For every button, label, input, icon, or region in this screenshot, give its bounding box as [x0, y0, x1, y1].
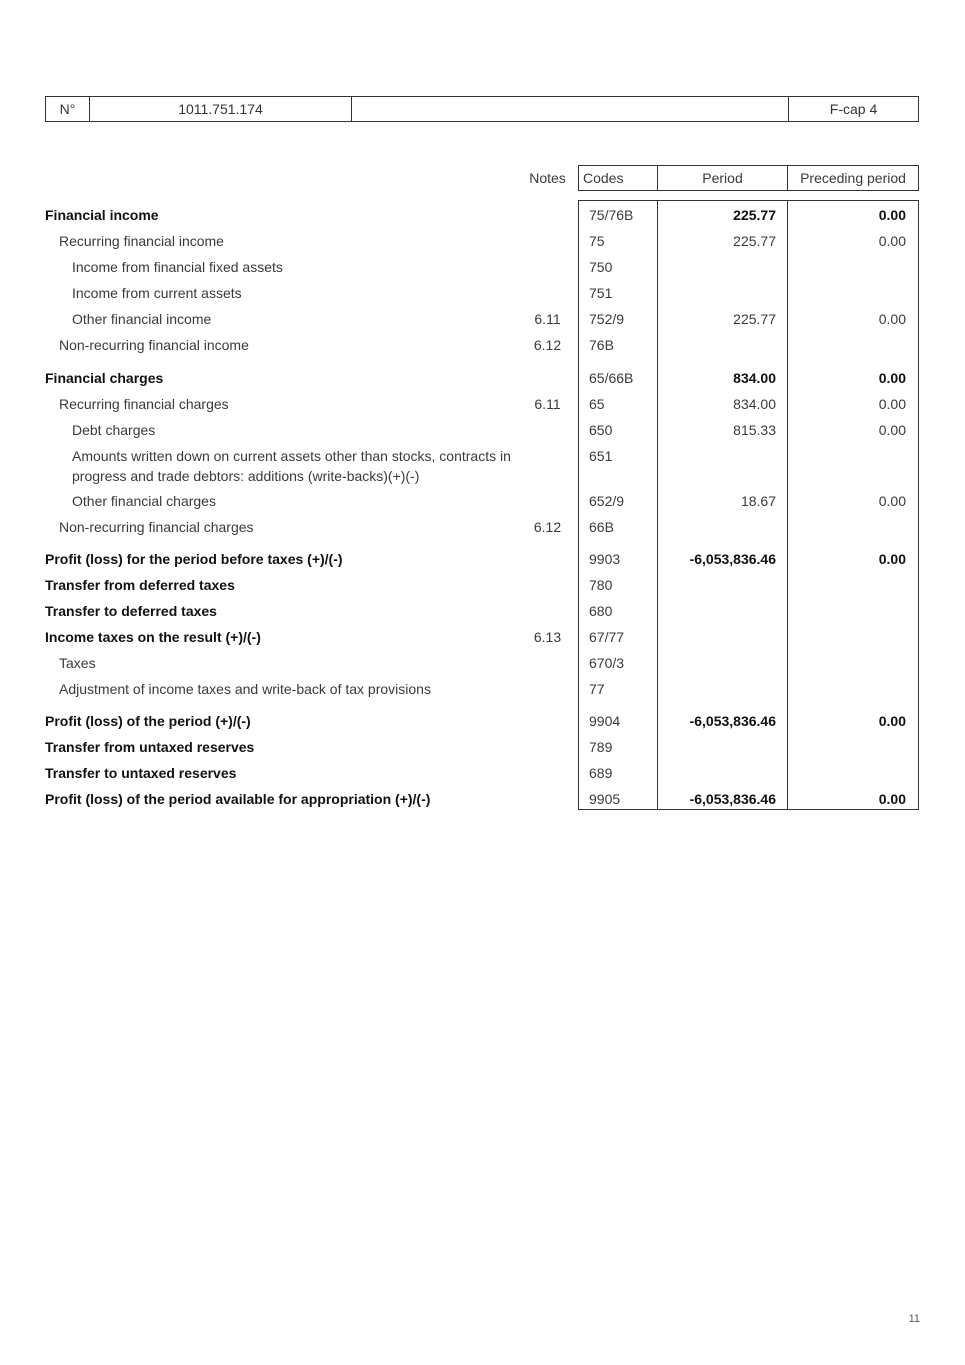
number-label: N°: [45, 96, 90, 122]
row-period-value: -6,053,836.46: [689, 551, 776, 567]
row-label: Transfer to deferred taxes: [45, 603, 217, 619]
column-header-codes: Codes: [578, 165, 658, 191]
row-label: Income from financial fixed assets: [72, 259, 283, 275]
column-header-period: Period: [657, 165, 788, 191]
row-label: Financial charges: [45, 370, 164, 386]
row-code: 9905: [589, 791, 621, 807]
row-label: Profit (loss) for the period before taxes (+)/(-): [45, 551, 343, 567]
row-period-value: -6,053,836.46: [689, 791, 776, 807]
row-label: Debt charges: [72, 422, 156, 438]
row-code: 75: [589, 233, 605, 249]
row-code: 650: [589, 422, 613, 438]
row-label: Recurring financial charges: [59, 396, 229, 412]
row-label: Other financial income: [72, 311, 212, 327]
row-notes: 6.11: [534, 396, 561, 412]
row-label: Profit (loss) of the period available for appropriation (+)/(-): [45, 791, 431, 807]
row-code: 670/3: [589, 655, 625, 671]
row-code: 780: [589, 577, 613, 593]
row-label: Non-recurring financial income: [59, 337, 249, 353]
row-code: 9904: [589, 713, 621, 729]
row-label: Financial income: [45, 207, 159, 223]
row-preceding-value: 0.00: [878, 311, 906, 327]
row-label: Income taxes on the result (+)/(-): [45, 629, 261, 645]
row-label: Profit (loss) of the period (+)/(-): [45, 713, 251, 729]
row-preceding-value: 0.00: [878, 207, 906, 223]
row-notes: 6.12: [533, 519, 562, 535]
row-code: 66B: [589, 519, 614, 535]
row-preceding-value: 0.00: [878, 713, 906, 729]
row-code: 689: [589, 765, 613, 781]
row-label: Transfer from deferred taxes: [45, 577, 235, 593]
company-number: 1011.751.174: [89, 96, 352, 122]
row-code: 789: [589, 739, 613, 755]
row-preceding-value: 0.00: [878, 370, 906, 386]
row-code: 76B: [589, 337, 614, 353]
row-notes: 6.11: [534, 311, 561, 327]
row-period-value: -6,053,836.46: [689, 713, 776, 729]
row-period-value: 815.33: [733, 422, 776, 438]
row-code: 75/76B: [589, 207, 634, 223]
row-preceding-value: 0.00: [878, 551, 906, 567]
row-preceding-value: 0.00: [878, 396, 906, 412]
row-code: 680: [589, 603, 613, 619]
row-preceding-value: 0.00: [878, 422, 906, 438]
row-code: 65: [589, 396, 605, 412]
row-notes: 6.12: [533, 337, 562, 353]
row-preceding-value: 0.00: [878, 791, 906, 807]
row-label: Income from current assets: [72, 285, 242, 301]
form-header: [45, 96, 919, 122]
column-header-notes: Notes: [529, 170, 566, 186]
row-label: Taxes: [59, 655, 96, 671]
header-spacer: [351, 96, 789, 122]
row-label: Non-recurring financial charges: [59, 519, 254, 535]
form-code: F-cap 4: [788, 96, 919, 122]
row-period-value: 834.00: [733, 370, 776, 386]
row-code: 651: [589, 448, 613, 464]
row-label: Recurring financial income: [59, 233, 224, 249]
row-preceding-value: 0.00: [878, 233, 906, 249]
row-label: Other financial charges: [72, 493, 216, 509]
row-period-value: 834.00: [733, 396, 776, 412]
page-number: 11: [908, 1313, 920, 1325]
row-period-value: 225.77: [733, 207, 776, 223]
row-code: 65/66B: [589, 370, 634, 386]
row-code: 750: [589, 259, 613, 275]
row-label: Adjustment of income taxes and write-back of tax provisions: [59, 681, 431, 697]
row-label: Transfer to untaxed reserves: [45, 765, 237, 781]
row-preceding-value: 0.00: [878, 493, 906, 509]
row-label: Transfer from untaxed reserves: [45, 739, 255, 755]
row-code: 67/77: [589, 629, 625, 645]
row-notes: 6.13: [533, 629, 562, 645]
row-label: Amounts written down on current assets other than stocks, contracts in progress and trade debtors: additions (write-backs)(+)(-): [72, 448, 511, 484]
row-code: 751: [589, 285, 613, 301]
row-code: 752/9: [589, 311, 625, 327]
column-header-preceding-period: Preceding period: [787, 165, 919, 191]
row-code: 9903: [589, 551, 621, 567]
row-period-value: 18.67: [740, 493, 776, 509]
row-period-value: 225.77: [733, 311, 776, 327]
row-code: 652/9: [589, 493, 625, 509]
row-code: 77: [589, 681, 605, 697]
row-period-value: 225.77: [733, 233, 776, 249]
